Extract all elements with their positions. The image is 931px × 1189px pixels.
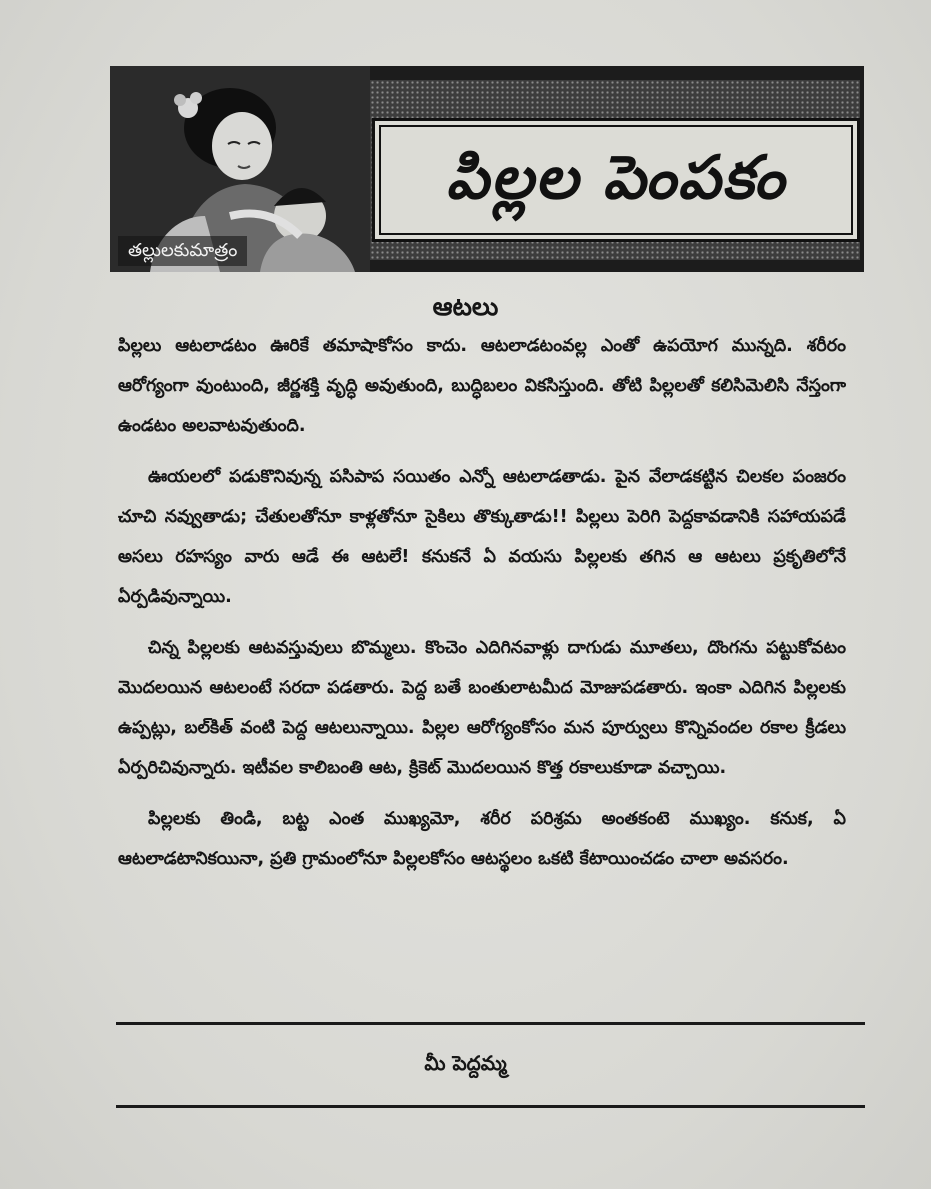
column-title: పిల్లల పెంపకం <box>445 143 787 213</box>
paragraph: పిల్లలు ఆటలాడటం ఊరికే తమాషాకోసం కాదు. ఆటలాడటంవల్ల ఎంతో ఉపయోగ మున్నది. శరీరం ఆరోగ్యంగా వుంటుంది, జీర్ణశక్తి వృద్ధి అవుతుంది, బుద్ధిబలం వికసిస్తుంది. తోటి పిల్లలతో కలిసిమెలిసి నేస్తంగా ఉండటం అలవాటవుతుంది. <box>118 336 846 436</box>
paragraph: ఊయలలో పడుకొనివున్న పసిపాప సయితం ఎన్నో ఆటలాడతాడు. పైన వేలాడకట్టిన చిలకల పంజరం చూచి నవ్వుతాడు; చేతులతోనూ కాళ్లతోనూ సైకిలు తొక్కుతాడు!! పిల్లలు పెరిగి పెద్దకావడానికి సహాయపడే అసలు రహస్యం వారు ఆడే ఈ ఆటలే! కనుకనే ఏ వయసు పిల్లలకు తగిన ఆ ఆటలు ప్రకృతిలోనే ఏర్పడివున్నాయి. <box>118 467 846 607</box>
article-body <box>118 326 846 890</box>
article-heading: ఆటలు <box>432 292 499 321</box>
title-frame <box>372 118 860 242</box>
signature: మీ పెద్దమ్మ <box>424 1051 507 1075</box>
divider-top <box>116 1022 865 1025</box>
paragraph: పిల్లలకు తిండి, బట్ట ఎంత ముఖ్యమో, శరీర పరిశ్రమ అంతకంటె ముఖ్యం. కనుక, ఏ ఆటలాడటానికయినా, ప్రతి గ్రామంలోనూ పిల్లలకోసం ఆటస్థలం ఒకటి కేటాయించడం చాలా అవసరం. <box>118 809 846 869</box>
column-tag: తల్లులకుమాత్రం <box>118 236 247 266</box>
paragraph: చిన్న పిల్లలకు ఆటవస్తువులు బొమ్మలు. కొంచెం ఎదిగినవాళ్లు దాగుడు మూతలు, దొంగను పట్టుకోవటం మొదలయిన ఆటలంటే సరదా పడతారు. పెద్ద బతే బంతులాటమీద మోజుపడతారు. ఇంకా ఎదిగిన పిల్లలకు ఉప్పట్లు, బల్‌కిత్ వంటి పెద్ద ఆటలున్నాయి. పిల్లల ఆరోగ్యంకోసం మన పూర్వులు కొన్నివందల రకాల క్రీడలు ఏర్పరిచివున్నారు. ఇటీవల కాలిబంతి ఆట, క్రికెట్ మొదలయిన కొత్త రకాలుకూడా వచ్చాయి. <box>118 638 846 778</box>
header-banner <box>110 66 864 272</box>
divider-bottom <box>116 1105 865 1108</box>
